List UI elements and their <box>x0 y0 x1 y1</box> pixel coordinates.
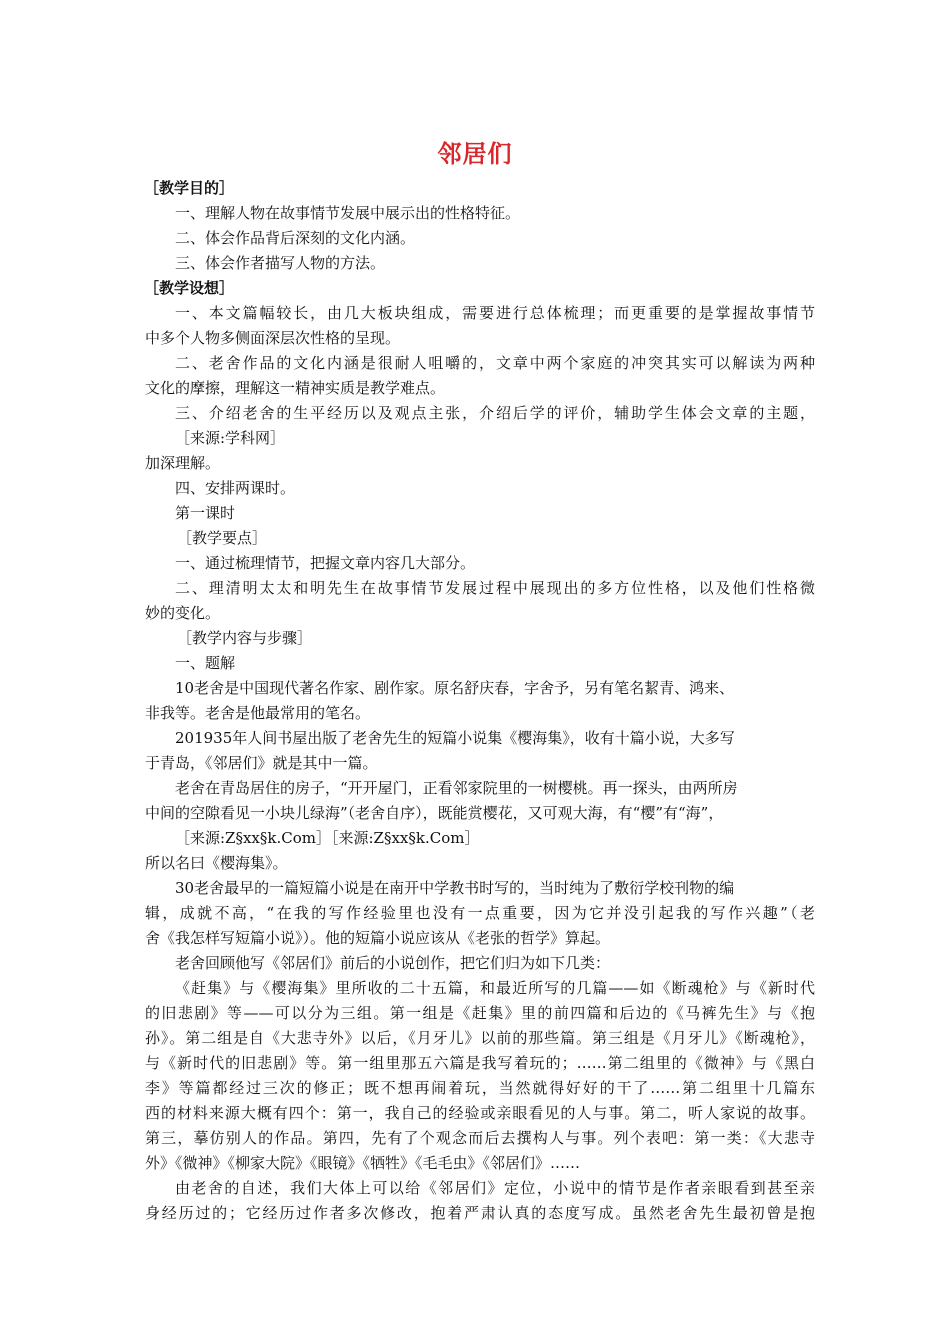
paragraph-line: 文化的摩擦，理解这一精神实质是教学难点。 <box>145 379 446 397</box>
document-title: 邻居们 <box>437 139 513 168</box>
paragraph-line: 201935年人间书屋出版了老舍先生的短篇小说集《樱海集》，收有十篇小说，大多写 <box>175 729 735 747</box>
quote-line: 李》等篇都经过三次的修正；既不想再闹着玩，当然就得好好的干了……第二组里十几篇东 <box>145 1079 815 1097</box>
paragraph-line: 一、通过梳理情节，把握文章内容几大部分。 <box>175 554 476 572</box>
paragraph-line: 三、介绍老舍的生平经历以及观点主张，介绍后学的评价，辅助学生体会文章的主题， <box>175 404 815 422</box>
paragraph-line: 非我等。老舍是他最常用的笔名。 <box>145 704 371 722</box>
paragraph-line: 二、理清明太太和明先生在故事情节发展过程中展现出的多方位性格，以及他们性格微 <box>175 579 815 597</box>
source-note: ［来源:Z§xx§k.Com］［来源:Z§xx§k.Com］ <box>175 829 480 847</box>
lesson-heading: 第一课时 <box>175 504 236 522</box>
paragraph-line: 加深理解。 <box>145 454 221 472</box>
paragraph-line: 由老舍的自述，我们大体上可以给《邻居们》定位，小说中的情节是作者亲眼看到甚至亲 <box>175 1179 815 1197</box>
paragraph-line: 一、理解人物在故事情节发展中展示出的性格特征。 <box>175 204 521 222</box>
quote-line: 西的材料来源大概有四个：第一，我自己的经验或亲眼看见的人与事。第二，听人家说的故事。 <box>145 1104 815 1122</box>
paragraph-line: 妙的变化。 <box>145 604 221 622</box>
paragraph-line: 于青岛，《邻居们》就是其中一篇。 <box>145 754 378 772</box>
paragraph-line: 30老舍最早的一篇短篇小说是在南开中学教书时写的，当时纯为了敷衍学校刊物的编 <box>175 879 735 897</box>
paragraph-line: 一、题解 <box>175 654 236 672</box>
section-heading-teaching-goals: ［教学目的］ <box>144 179 235 197</box>
quote-line: 外》《微神》《柳家大院》《眼镜》《牺牲》《毛毛虫》《邻居们》…… <box>145 1154 581 1172</box>
subsection-heading: ［教学要点］ <box>177 529 268 547</box>
quote-line: 孙》。第二组是自《大悲寺外》以后，《月牙儿》以前的那些篇。第三组是《月牙儿》《断魂枪》， <box>145 1029 815 1047</box>
quote-line: 《赶集》与《樱海集》里所收的二十五篇，和最近所写的几篇——如《断魂枪》与《新时代 <box>175 979 815 997</box>
section-heading-teaching-plan: ［教学设想］ <box>144 279 235 297</box>
paragraph-line: 10老舍是中国现代著名作家、剧作家。原名舒庆春，字舍予，另有笔名絜青、鸿来、 <box>175 679 735 697</box>
paragraph-line: 身经历过的；它经历过作者多次修改，抱着严肃认真的态度写成。虽然老舍先生最初曾是抱 <box>145 1204 815 1222</box>
paragraph-line: 二、老舍作品的文化内涵是很耐人咀嚼的，文章中两个家庭的冲突其实可以解读为两种 <box>175 354 815 372</box>
source-note: ［来源:学科网］ <box>175 429 286 447</box>
paragraph-line: 三、体会作者描写人物的方法。 <box>175 254 386 272</box>
quote-line: 的旧悲剧》等——可以分为三组。第一组是《赶集》里的前四篇和后边的《马裤先生》与《抱 <box>145 1004 815 1022</box>
paragraph-line: 辑，成就不高，“在我的写作经验里也没有一点重要，因为它并没引起我的写作兴趣”（老 <box>145 904 815 922</box>
paragraph-line: 所以名曰《樱海集》。 <box>145 854 288 872</box>
paragraph-line: 四、安排两课时。 <box>175 479 296 497</box>
quote-line: 与《新时代的旧悲剧》等。第一组里那五六篇是我写着玩的；……第二组里的《微神》与《黑白 <box>145 1054 815 1072</box>
paragraph-line: 二、体会作品背后深刻的文化内涵。 <box>175 229 416 247</box>
paragraph-line: 中间的空隙看见一小块儿绿海”（老舍自序），既能赏樱花，又可观大海，有“樱”有“海”， <box>145 804 724 822</box>
quote-line: 第三，摹仿别人的作品。第四，先有了个观念而后去撰构人与事。列个表吧：第一类：《大悲寺 <box>145 1129 815 1147</box>
paragraph-line: 一、本文篇幅较长，由几大板块组成，需要进行总体梳理；而更重要的是掌握故事情节 <box>175 304 815 322</box>
subsection-heading: ［教学内容与步骤］ <box>177 629 313 647</box>
paragraph-line: 老舍在青岛居住的房子，“开开屋门，正看邻家院里的一树樱桃。再一探头，由两所房 <box>175 779 738 797</box>
paragraph-line: 中多个人物多侧面深层次性格的呈现。 <box>145 329 401 347</box>
paragraph-line: 舍《我怎样写短篇小说》）。他的短篇小说应该从《老张的哲学》算起。 <box>145 929 611 947</box>
paragraph-line: 老舍回顾他写《邻居们》前后的小说创作，把它们归为如下几类： <box>175 954 611 972</box>
